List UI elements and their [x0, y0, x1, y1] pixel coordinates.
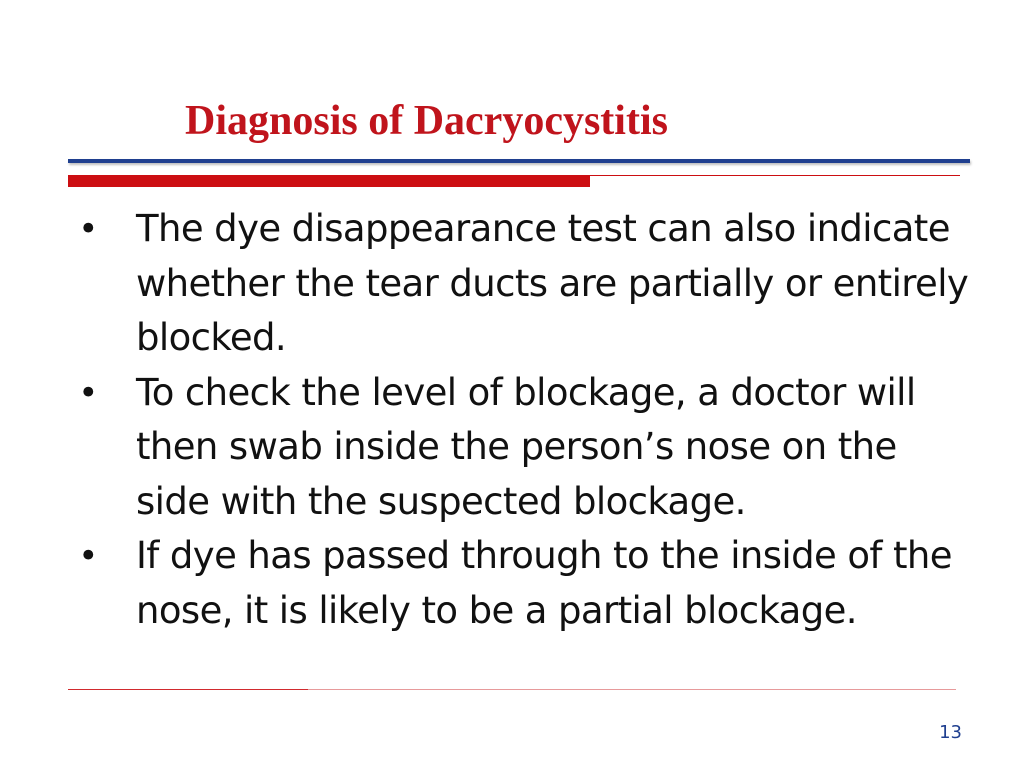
- title-accent-line-red: [590, 175, 960, 176]
- page-number: 13: [939, 722, 962, 743]
- bullet-item: [78, 202, 978, 366]
- bullet-text: The dye disappearance test can also indicate whether the tear ducts are partially or entirely blocked.: [136, 207, 969, 359]
- bullet-text: To check the level of blockage, a doctor will then swab inside the person’s nose on the side with the suspected blockage.: [136, 370, 916, 523]
- bullet-list: [78, 202, 978, 638]
- footer-divider: [68, 689, 956, 690]
- title-underline-blue: [68, 159, 970, 163]
- bullet-marker: •: [78, 536, 98, 576]
- bullet-text: If dye has passed through to the inside of the nose, it is likely to be a partial blockage.: [136, 534, 952, 632]
- bullet-item: [78, 529, 978, 638]
- bullet-item: [78, 366, 978, 530]
- bullet-marker: •: [78, 372, 98, 413]
- slide-title: Diagnosis of Dacryocystitis: [185, 98, 668, 144]
- title-accent-bar-red: [68, 175, 590, 187]
- bullet-marker: •: [78, 209, 98, 249]
